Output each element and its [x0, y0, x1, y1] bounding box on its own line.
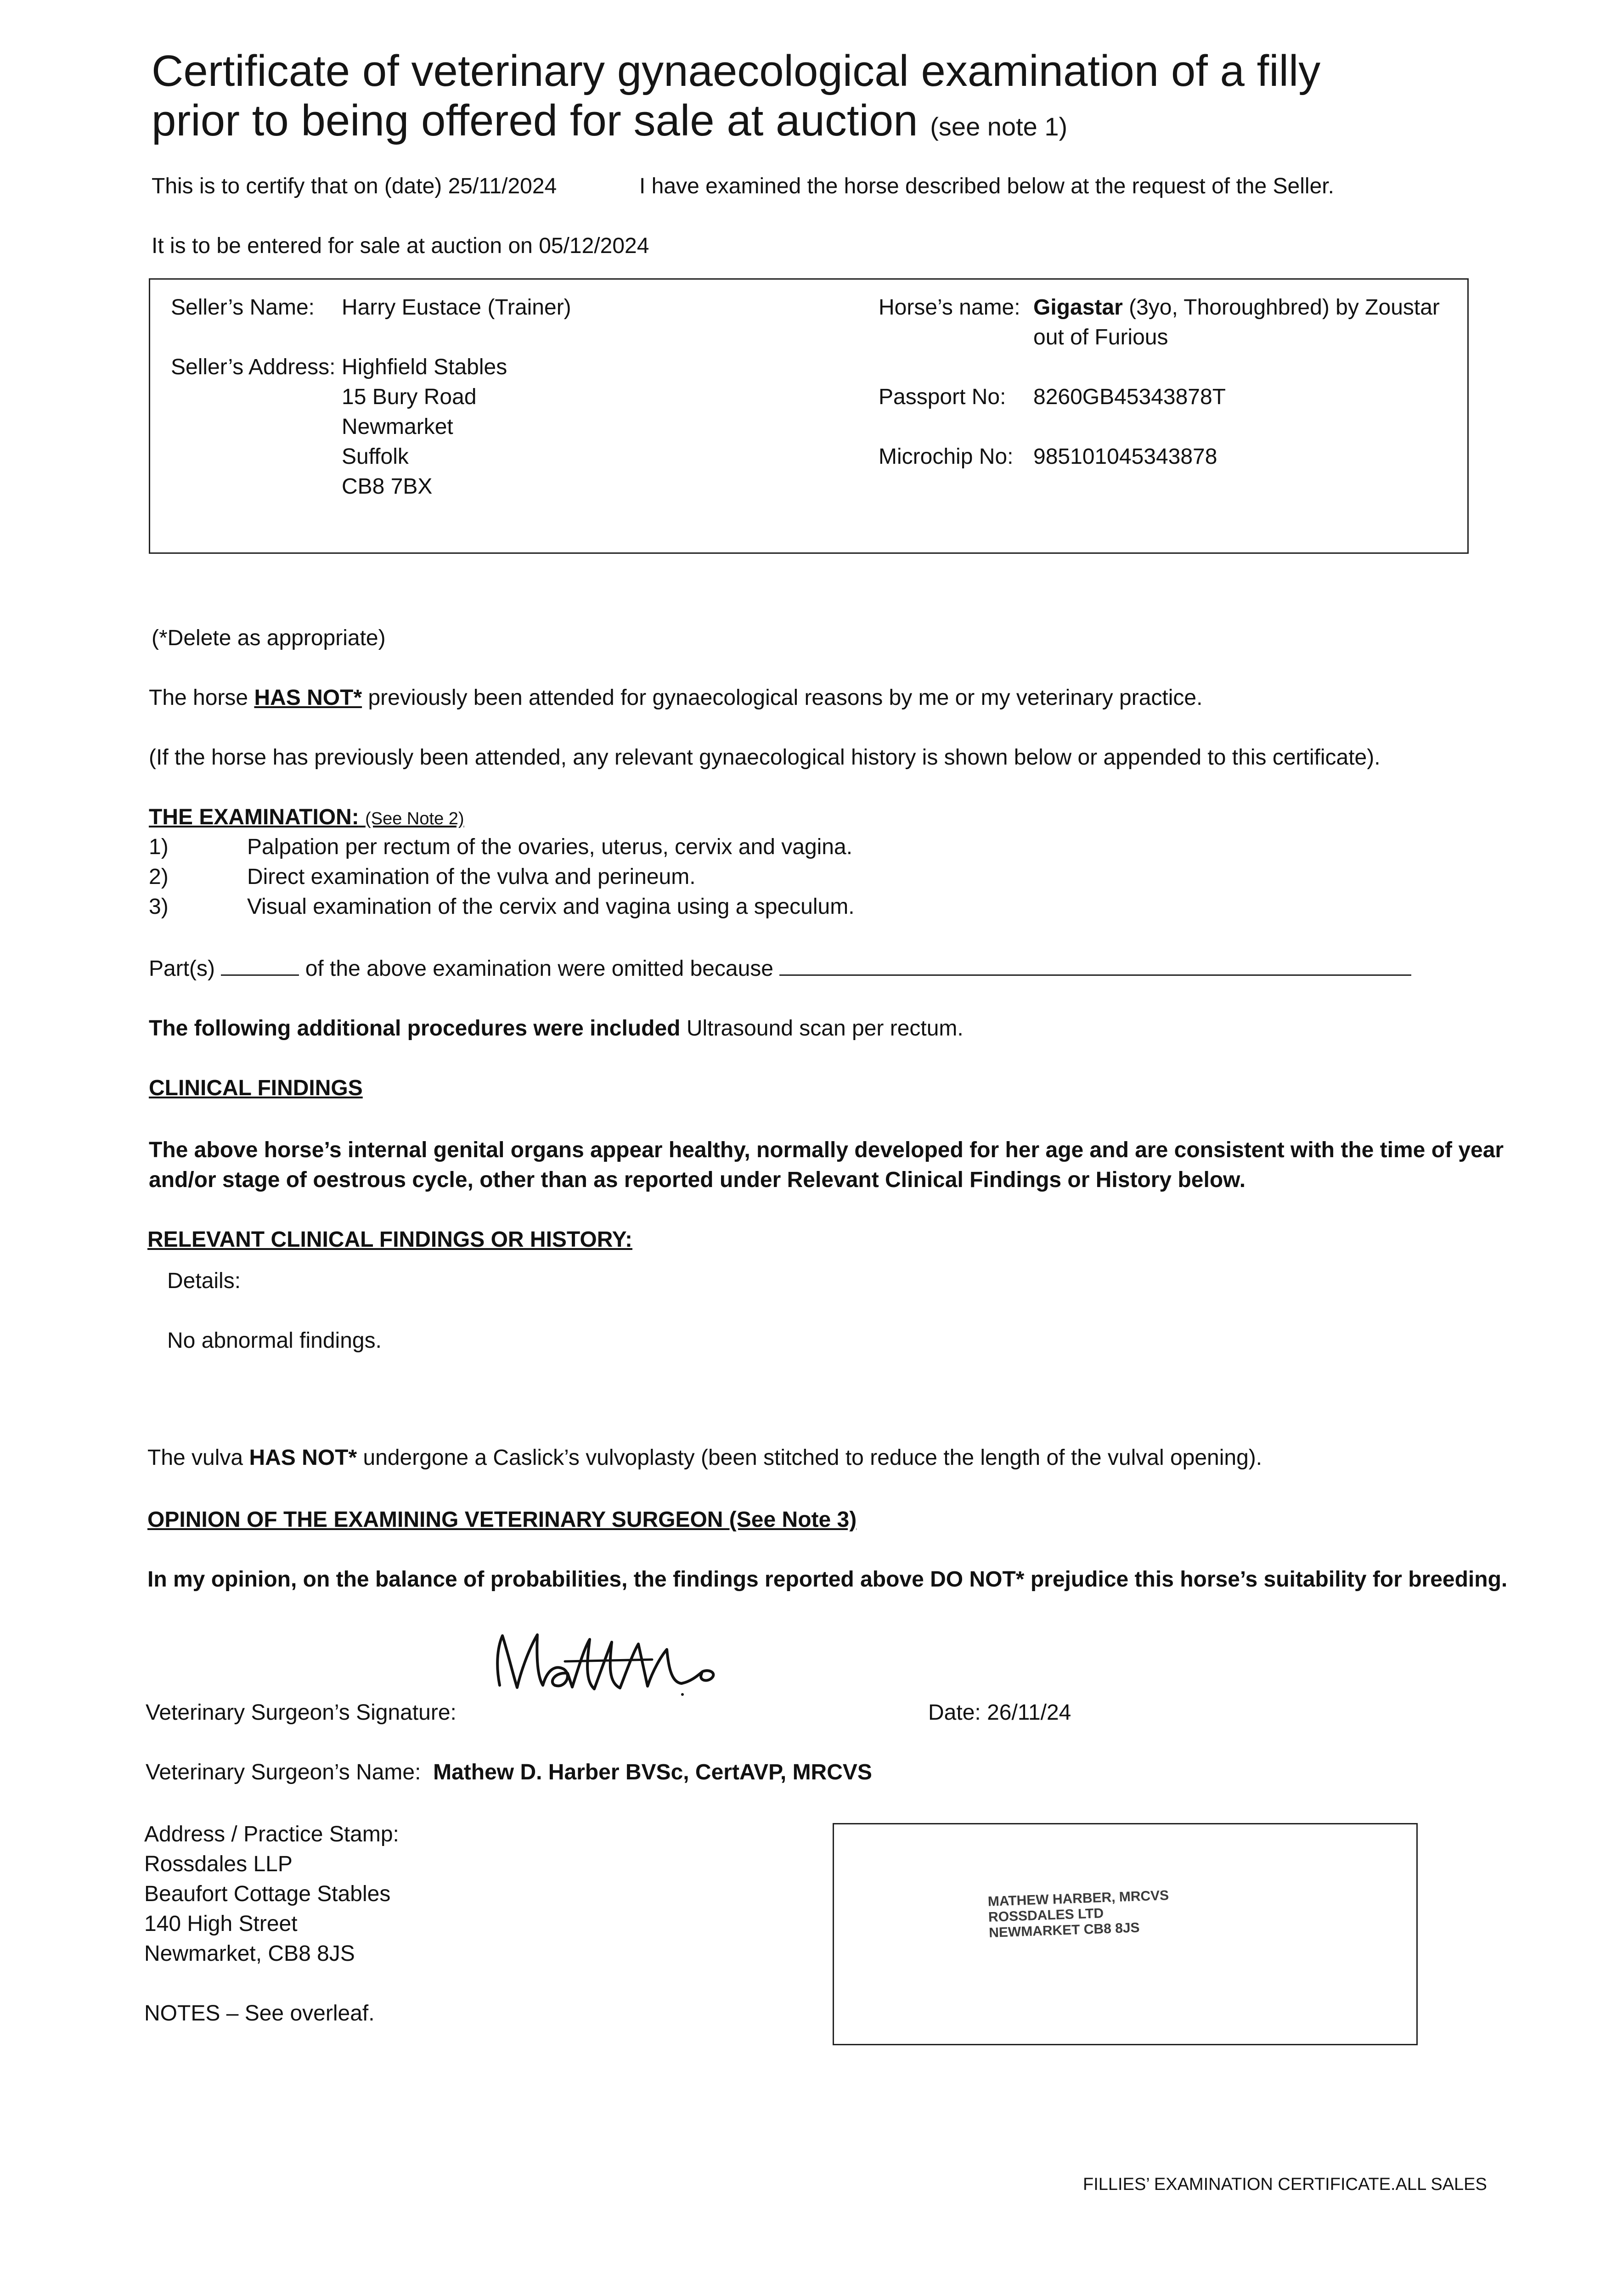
history-note: (If the horse has previously been attended, any relevant gynaecological history is shown below or appended to this certificate).	[149, 745, 1381, 770]
title-line2-text: prior to being offered for sale at auction	[152, 96, 918, 145]
clinical-findings-line2: and/or stage of oestrous cycle, other than as reported under Relevant Clinical Findings or History below.	[149, 1168, 1246, 1192]
vulva-status: HAS NOT*	[249, 1446, 357, 1470]
seller-name-value: Harry Eustace (Trainer)	[342, 295, 571, 320]
seller-address-line: Suffolk	[342, 445, 409, 469]
clinical-findings-line1: The above horse’s internal genital organs appear healthy, normally developed for her age and are consistent with the time of year	[149, 1138, 1504, 1162]
form-footer: FILLIES’ EXAMINATION CERTIFICATE.ALL SALES	[1083, 2175, 1487, 2194]
exam-item-text: Visual examination of the cervix and vagina using a speculum.	[247, 895, 855, 919]
stamp-line: NEWMARKET CB8 8JS	[988, 1920, 1140, 1941]
seller-name-label: Seller’s Name:	[171, 295, 315, 320]
exam-item-number: 3)	[149, 895, 169, 919]
signature-label: Veterinary Surgeon’s Signature:	[146, 1700, 456, 1725]
horse-details-text: (3yo, Thoroughbred) by Zoustar	[1129, 295, 1440, 320]
seller-address-line: Highfield Stables	[342, 355, 507, 379]
seller-address-line: 15 Bury Road	[342, 385, 477, 409]
certificate-title-line2	[152, 96, 1067, 152]
practice-stamp	[987, 1888, 1170, 1941]
notes-reference: NOTES – See overleaf.	[144, 2001, 375, 2026]
clinical-findings-heading: CLINICAL FINDINGS	[149, 1076, 363, 1100]
additional-value: Ultrasound scan per rectum.	[686, 1016, 964, 1041]
signature-image	[487, 1626, 753, 1708]
vulva-prefix: The vulva	[147, 1446, 249, 1470]
vulva-statement	[147, 1445, 1262, 1471]
opinion-text: In my opinion, on the balance of probabilities, the findings reported above DO NOT* prejudice this horse’s suitability for breeding.	[147, 1567, 1508, 1592]
exam-item-number: 1)	[149, 835, 169, 859]
attended-statement	[149, 685, 1202, 711]
exam-item-text: Direct examination of the vulva and perineum.	[247, 865, 696, 889]
omitted-parts-field[interactable]	[221, 956, 299, 976]
seller-address-line: Newmarket	[342, 415, 453, 439]
practice-address-label: Address / Practice Stamp:	[144, 1822, 399, 1846]
examination-heading-text: THE EXAMINATION:	[149, 805, 359, 829]
additional-label: The following additional procedures were included	[149, 1016, 681, 1041]
vulva-suffix: undergone a Caslick’s vulvoplasty (been stitched to reduce the length of the vulval opening).	[357, 1446, 1262, 1470]
omitted-line	[149, 956, 1411, 982]
stamp-line: MATHEW HARBER, MRCVS	[987, 1888, 1169, 1909]
practice-address-line: 140 High Street	[144, 1912, 298, 1936]
omitted-middle: of the above examination were omitted because	[305, 957, 773, 981]
microchip-label: Microchip No:	[879, 445, 1014, 469]
practice-address-line: Newmarket, CB8 8JS	[144, 1941, 355, 1966]
certify-date-text: This is to certify that on (date) 25/11/2024	[152, 174, 557, 198]
stamp-line: ROSSDALES LTD	[988, 1906, 1104, 1925]
horse-dam-text: out of Furious	[1033, 325, 1168, 349]
attended-status: HAS NOT*	[254, 686, 362, 710]
details-value: No abnormal findings.	[167, 1328, 382, 1353]
opinion-heading: OPINION OF THE EXAMINING VETERINARY SURGEON (See Note 3)	[147, 1508, 857, 1532]
delete-note: (*Delete as appropriate)	[152, 626, 386, 650]
omitted-prefix: Part(s)	[149, 957, 215, 981]
surgeon-name-line	[146, 1760, 872, 1785]
omitted-reason-field[interactable]	[779, 956, 1411, 976]
certify-request-text: I have examined the horse described below at the request of the Seller.	[639, 174, 1334, 198]
details-label: Details:	[167, 1269, 241, 1293]
horse-name-value: Gigastar	[1033, 295, 1123, 320]
attended-suffix: previously been attended for gynaecological reasons by me or my veterinary practice.	[362, 686, 1203, 710]
exam-item-number: 2)	[149, 865, 169, 889]
microchip-value: 985101045343878	[1033, 445, 1217, 469]
auction-date-text: It is to be entered for sale at auction on 05/12/2024	[152, 234, 649, 258]
certificate-title-line1: Certificate of veterinary gynaecological examination of a filly	[152, 46, 1321, 96]
relevant-findings-heading: RELEVANT CLINICAL FINDINGS OR HISTORY:	[147, 1227, 633, 1252]
seller-address-line: CB8 7BX	[342, 474, 433, 499]
seller-address-label: Seller’s Address:	[171, 355, 336, 379]
attended-prefix: The horse	[149, 686, 254, 710]
practice-address-line: Rossdales LLP	[144, 1852, 293, 1876]
title-note: (see note 1)	[930, 112, 1068, 141]
additional-procedures	[149, 1016, 964, 1041]
horse-name-line	[1033, 295, 1440, 321]
horse-name-label: Horse’s name:	[879, 295, 1020, 320]
passport-value: 8260GB45343878T	[1033, 385, 1226, 409]
examination-heading	[149, 805, 464, 832]
surgeon-name-value: Mathew D. Harber BVSc, CertAVP, MRCVS	[433, 1760, 872, 1784]
practice-address-line: Beaufort Cottage Stables	[144, 1882, 391, 1906]
passport-label: Passport No:	[879, 385, 1006, 409]
exam-item-text: Palpation per rectum of the ovaries, uterus, cervix and vagina.	[247, 835, 853, 859]
signature-date: Date: 26/11/24	[928, 1700, 1071, 1725]
surgeon-name-label: Veterinary Surgeon’s Name:	[146, 1760, 421, 1784]
examination-note: (See Note 2)	[365, 809, 464, 828]
